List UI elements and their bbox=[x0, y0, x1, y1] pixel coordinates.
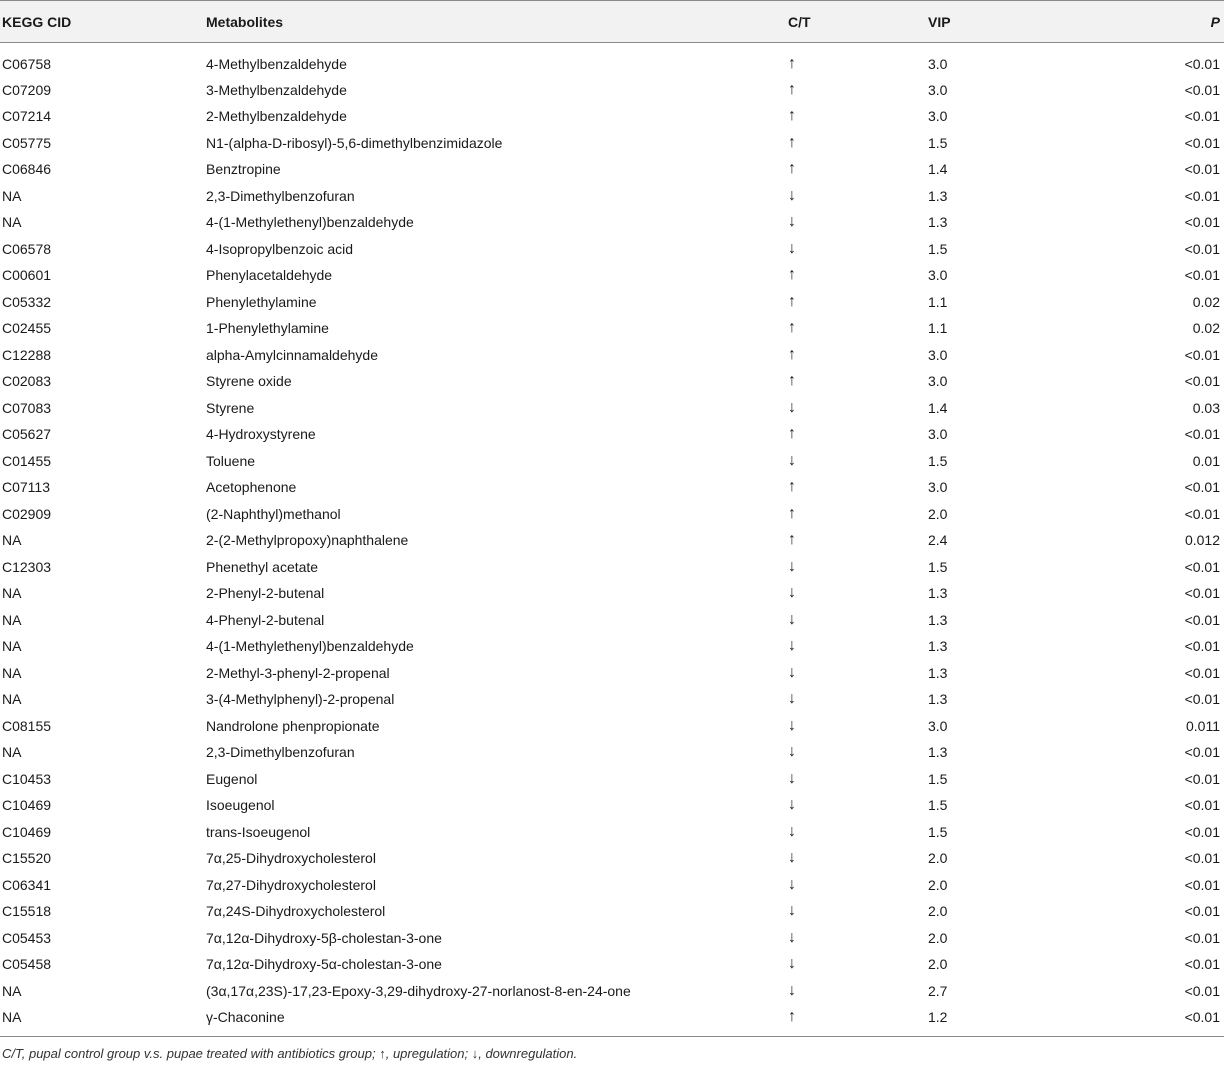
cell-kegg-cid: NA bbox=[2, 744, 22, 761]
cell-vip: 1.3 bbox=[928, 638, 948, 655]
header-metabolites: Metabolites bbox=[206, 1, 752, 43]
cell-metabolite: 7α,12α-Dihydroxy-5β-cholestan-3-one bbox=[206, 929, 442, 946]
table-row bbox=[0, 792, 1224, 819]
cell-metabolite: 3-Methylbenzaldehyde bbox=[206, 81, 347, 98]
cell-p-value: <0.01 bbox=[1184, 770, 1220, 787]
cell-vip: 1.5 bbox=[928, 134, 948, 151]
cell-vip: 2.0 bbox=[928, 505, 948, 522]
cell-ct-arrow: ↓ bbox=[788, 584, 796, 602]
cell-p-value: <0.01 bbox=[1184, 134, 1220, 151]
cell-p-value: <0.01 bbox=[1184, 585, 1220, 602]
cell-kegg-cid: C02083 bbox=[2, 373, 52, 390]
table-row bbox=[0, 1004, 1224, 1036]
cell-metabolite: Styrene oxide bbox=[206, 373, 292, 390]
table-row bbox=[0, 633, 1224, 660]
cell-ct-arrow: ↑ bbox=[788, 478, 796, 496]
cell-metabolite: 7α,25-Dihydroxycholesterol bbox=[206, 850, 376, 867]
cell-kegg-cid: NA bbox=[2, 1008, 22, 1025]
cell-p-value: <0.01 bbox=[1184, 81, 1220, 98]
table-row bbox=[0, 925, 1224, 952]
cell-vip: 3.0 bbox=[928, 81, 948, 98]
cell-vip: 3.0 bbox=[928, 267, 948, 284]
cell-metabolite: 4-Phenyl-2-butenal bbox=[206, 611, 325, 628]
cell-vip: 1.5 bbox=[928, 452, 948, 469]
table-row bbox=[0, 156, 1224, 183]
cell-metabolite: 7α,27-Dihydroxycholesterol bbox=[206, 876, 376, 893]
cell-vip: 1.1 bbox=[928, 293, 948, 310]
cell-kegg-cid: C06341 bbox=[2, 876, 52, 893]
cell-p-value: <0.01 bbox=[1184, 982, 1220, 999]
cell-metabolite: (2-Naphthyl)methanol bbox=[206, 505, 341, 522]
cell-vip: 2.7 bbox=[928, 982, 948, 999]
table-row bbox=[0, 130, 1224, 157]
cell-ct-arrow: ↓ bbox=[788, 213, 796, 231]
cell-p-value: <0.01 bbox=[1184, 611, 1220, 628]
cell-metabolite: trans-Isoeugenol bbox=[206, 823, 311, 840]
table-row bbox=[0, 474, 1224, 501]
cell-ct-arrow: ↓ bbox=[788, 610, 796, 628]
table-row bbox=[0, 819, 1224, 846]
table-row bbox=[0, 342, 1224, 369]
table-row bbox=[0, 766, 1224, 793]
cell-kegg-cid: C15520 bbox=[2, 850, 52, 867]
cell-kegg-cid: C06846 bbox=[2, 161, 52, 178]
cell-kegg-cid: C05453 bbox=[2, 929, 52, 946]
table-row bbox=[0, 501, 1224, 528]
cell-metabolite: Isoeugenol bbox=[206, 797, 275, 814]
table-row bbox=[0, 554, 1224, 581]
cell-p-value: <0.01 bbox=[1184, 108, 1220, 125]
cell-vip: 1.3 bbox=[928, 744, 948, 761]
cell-metabolite: 7α,24S-Dihydroxycholesterol bbox=[206, 903, 386, 920]
cell-metabolite: 4-Hydroxystyrene bbox=[206, 426, 316, 443]
table-row bbox=[0, 43, 1224, 77]
cell-p-value: <0.01 bbox=[1184, 426, 1220, 443]
cell-p-value: <0.01 bbox=[1184, 479, 1220, 496]
cell-vip: 1.5 bbox=[928, 558, 948, 575]
cell-kegg-cid: NA bbox=[2, 611, 22, 628]
cell-ct-arrow: ↑ bbox=[788, 1007, 796, 1025]
cell-p-value: 0.02 bbox=[1192, 293, 1220, 310]
cell-vip: 3.0 bbox=[928, 346, 948, 363]
cell-vip: 1.4 bbox=[928, 161, 948, 178]
cell-kegg-cid: C06758 bbox=[2, 55, 52, 72]
cell-metabolite: Nandrolone phenpropionate bbox=[206, 717, 380, 734]
header-p: P bbox=[1112, 1, 1224, 43]
cell-ct-arrow: ↓ bbox=[788, 796, 796, 814]
cell-ct-arrow: ↑ bbox=[788, 425, 796, 443]
table-row bbox=[0, 236, 1224, 263]
cell-ct-arrow: ↓ bbox=[788, 557, 796, 575]
cell-p-value: <0.01 bbox=[1184, 797, 1220, 814]
cell-p-value: 0.01 bbox=[1192, 452, 1220, 469]
cell-vip: 1.5 bbox=[928, 797, 948, 814]
cell-kegg-cid: C10469 bbox=[2, 823, 52, 840]
cell-ct-arrow: ↑ bbox=[788, 160, 796, 178]
table-body bbox=[0, 43, 1224, 1037]
cell-kegg-cid: C00601 bbox=[2, 267, 52, 284]
cell-p-value: <0.01 bbox=[1184, 876, 1220, 893]
table-row bbox=[0, 686, 1224, 713]
cell-metabolite: 2,3-Dimethylbenzofuran bbox=[206, 744, 355, 761]
table-row bbox=[0, 395, 1224, 422]
table-row bbox=[0, 368, 1224, 395]
cell-metabolite: N1-(alpha-D-ribosyl)-5,6-dimethylbenzimidazole bbox=[206, 134, 503, 151]
cell-ct-arrow: ↓ bbox=[788, 849, 796, 867]
table-row bbox=[0, 315, 1224, 342]
cell-metabolite: 2-Methyl-3-phenyl-2-propenal bbox=[206, 664, 390, 681]
cell-vip: 2.0 bbox=[928, 956, 948, 973]
cell-metabolite: 2-Methylbenzaldehyde bbox=[206, 108, 347, 125]
cell-ct-arrow: ↓ bbox=[788, 902, 796, 920]
cell-kegg-cid: C01455 bbox=[2, 452, 52, 469]
table-row bbox=[0, 421, 1224, 448]
cell-metabolite: Eugenol bbox=[206, 770, 258, 787]
table-row bbox=[0, 209, 1224, 236]
cell-kegg-cid: NA bbox=[2, 691, 22, 708]
cell-vip: 1.3 bbox=[928, 611, 948, 628]
cell-metabolite: 2,3-Dimethylbenzofuran bbox=[206, 187, 355, 204]
cell-vip: 1.3 bbox=[928, 664, 948, 681]
cell-vip: 2.0 bbox=[928, 850, 948, 867]
table-header bbox=[0, 1, 1224, 43]
cell-vip: 3.0 bbox=[928, 108, 948, 125]
cell-p-value: 0.012 bbox=[1184, 532, 1220, 549]
cell-p-value: <0.01 bbox=[1184, 55, 1220, 72]
cell-p-value: <0.01 bbox=[1184, 956, 1220, 973]
cell-ct-arrow: ↑ bbox=[788, 80, 796, 98]
table-row bbox=[0, 872, 1224, 899]
cell-kegg-cid: NA bbox=[2, 187, 22, 204]
cell-kegg-cid: C05458 bbox=[2, 956, 52, 973]
cell-kegg-cid: NA bbox=[2, 638, 22, 655]
cell-kegg-cid: C07083 bbox=[2, 399, 52, 416]
cell-ct-arrow: ↓ bbox=[788, 822, 796, 840]
cell-metabolite: 3-(4-Methylphenyl)-2-propenal bbox=[206, 691, 395, 708]
cell-ct-arrow: ↓ bbox=[788, 663, 796, 681]
cell-metabolite: 4-(1-Methylethenyl)benzaldehyde bbox=[206, 638, 414, 655]
cell-p-value: <0.01 bbox=[1184, 903, 1220, 920]
cell-metabolite: 2-(2-Methylpropoxy)naphthalene bbox=[206, 532, 409, 549]
table-row bbox=[0, 262, 1224, 289]
cell-ct-arrow: ↓ bbox=[788, 637, 796, 655]
cell-vip: 3.0 bbox=[928, 479, 948, 496]
cell-kegg-cid: C10453 bbox=[2, 770, 52, 787]
cell-kegg-cid: C06578 bbox=[2, 240, 52, 257]
cell-vip: 3.0 bbox=[928, 426, 948, 443]
cell-ct-arrow: ↓ bbox=[788, 981, 796, 999]
cell-ct-arrow: ↓ bbox=[788, 743, 796, 761]
cell-kegg-cid: C08155 bbox=[2, 717, 52, 734]
cell-ct-arrow: ↑ bbox=[788, 292, 796, 310]
cell-p-value: <0.01 bbox=[1184, 823, 1220, 840]
cell-vip: 2.4 bbox=[928, 532, 948, 549]
cell-vip: 1.1 bbox=[928, 320, 948, 337]
table-row bbox=[0, 898, 1224, 925]
cell-vip: 2.0 bbox=[928, 903, 948, 920]
cell-kegg-cid: C07113 bbox=[2, 479, 51, 496]
cell-kegg-cid: C07209 bbox=[2, 81, 52, 98]
cell-kegg-cid: C05332 bbox=[2, 293, 52, 310]
cell-kegg-cid: C02909 bbox=[2, 505, 52, 522]
cell-p-value: <0.01 bbox=[1184, 214, 1220, 231]
cell-p-value: <0.01 bbox=[1184, 664, 1220, 681]
table-row bbox=[0, 183, 1224, 210]
cell-ct-arrow: ↑ bbox=[788, 133, 796, 151]
cell-ct-arrow: ↓ bbox=[788, 186, 796, 204]
table-row bbox=[0, 660, 1224, 687]
cell-vip: 1.5 bbox=[928, 823, 948, 840]
cell-kegg-cid: C05775 bbox=[2, 134, 52, 151]
table-row bbox=[0, 951, 1224, 978]
cell-kegg-cid: C12288 bbox=[2, 346, 52, 363]
cell-p-value: <0.01 bbox=[1184, 558, 1220, 575]
cell-metabolite: Phenethyl acetate bbox=[206, 558, 319, 575]
cell-kegg-cid: C12303 bbox=[2, 558, 52, 575]
cell-metabolite: Styrene bbox=[206, 399, 255, 416]
cell-kegg-cid: C05627 bbox=[2, 426, 52, 443]
cell-vip: 3.0 bbox=[928, 55, 948, 72]
cell-ct-arrow: ↑ bbox=[788, 266, 796, 284]
cell-kegg-cid: C02455 bbox=[2, 320, 52, 337]
cell-ct-arrow: ↓ bbox=[788, 398, 796, 416]
cell-vip: 1.5 bbox=[928, 770, 948, 787]
table-row bbox=[0, 845, 1224, 872]
cell-p-value: <0.01 bbox=[1184, 346, 1220, 363]
header-row bbox=[0, 1, 1224, 43]
table-row bbox=[0, 289, 1224, 316]
cell-p-value: 0.011 bbox=[1186, 717, 1220, 734]
table-row bbox=[0, 103, 1224, 130]
cell-vip: 3.0 bbox=[928, 717, 948, 734]
cell-p-value: <0.01 bbox=[1184, 240, 1220, 257]
cell-p-value: <0.01 bbox=[1184, 161, 1220, 178]
cell-kegg-cid: NA bbox=[2, 982, 22, 999]
cell-kegg-cid: C15518 bbox=[2, 903, 52, 920]
cell-vip: 1.3 bbox=[928, 187, 948, 204]
table-row bbox=[0, 448, 1224, 475]
cell-ct-arrow: ↓ bbox=[788, 955, 796, 973]
cell-kegg-cid: NA bbox=[2, 664, 22, 681]
cell-vip: 3.0 bbox=[928, 373, 948, 390]
cell-ct-arrow: ↓ bbox=[788, 769, 796, 787]
cell-p-value: <0.01 bbox=[1184, 929, 1220, 946]
table-footnote: C/T, pupal control group v.s. pupae treated with antibiotics group; ↑, upregulation; ↓, downregulation. bbox=[2, 1045, 578, 1061]
cell-ct-arrow: ↑ bbox=[788, 54, 796, 72]
table-row bbox=[0, 580, 1224, 607]
cell-kegg-cid: NA bbox=[2, 214, 22, 231]
cell-vip: 1.3 bbox=[928, 214, 948, 231]
cell-metabolite: 7α,12α-Dihydroxy-5α-cholestan-3-one bbox=[206, 956, 442, 973]
cell-ct-arrow: ↑ bbox=[788, 345, 796, 363]
table-row bbox=[0, 739, 1224, 766]
table-row bbox=[0, 607, 1224, 634]
cell-p-value: <0.01 bbox=[1184, 638, 1220, 655]
cell-metabolite: Phenylethylamine bbox=[206, 293, 317, 310]
cell-ct-arrow: ↓ bbox=[788, 239, 796, 257]
table-row bbox=[0, 713, 1224, 740]
cell-p-value: <0.01 bbox=[1184, 1008, 1220, 1025]
table-row bbox=[0, 978, 1224, 1005]
cell-kegg-cid: NA bbox=[2, 532, 22, 549]
cell-vip: 1.2 bbox=[928, 1008, 948, 1025]
cell-vip: 2.0 bbox=[928, 876, 948, 893]
cell-p-value: 0.02 bbox=[1192, 320, 1220, 337]
cell-p-value: <0.01 bbox=[1184, 187, 1220, 204]
cell-ct-arrow: ↑ bbox=[788, 107, 796, 125]
cell-p-value: <0.01 bbox=[1184, 505, 1220, 522]
cell-vip: 1.3 bbox=[928, 585, 948, 602]
cell-ct-arrow: ↑ bbox=[788, 319, 796, 337]
cell-ct-arrow: ↓ bbox=[788, 875, 796, 893]
cell-vip: 1.3 bbox=[928, 691, 948, 708]
cell-metabolite: 4-(1-Methylethenyl)benzaldehyde bbox=[206, 214, 414, 231]
cell-p-value: 0.03 bbox=[1192, 399, 1220, 416]
cell-kegg-cid: NA bbox=[2, 585, 22, 602]
table-row bbox=[0, 527, 1224, 554]
cell-metabolite: Phenylacetaldehyde bbox=[206, 267, 333, 284]
cell-metabolite: 2-Phenyl-2-butenal bbox=[206, 585, 325, 602]
cell-metabolite: 1-Phenylethylamine bbox=[206, 320, 329, 337]
cell-metabolite: γ-Chaconine bbox=[206, 1008, 285, 1025]
cell-vip: 1.4 bbox=[928, 399, 948, 416]
cell-metabolite: Toluene bbox=[206, 452, 256, 469]
cell-metabolite: (3α,17α,23S)-17,23-Epoxy-3,29-dihydroxy-27-norlanost-8-en-24-one bbox=[206, 982, 631, 999]
cell-p-value: <0.01 bbox=[1184, 691, 1220, 708]
table-row bbox=[0, 77, 1224, 104]
cell-ct-arrow: ↓ bbox=[788, 690, 796, 708]
cell-vip: 1.5 bbox=[928, 240, 948, 257]
cell-metabolite: 4-Isopropylbenzoic acid bbox=[206, 240, 354, 257]
cell-ct-arrow: ↓ bbox=[788, 928, 796, 946]
cell-p-value: <0.01 bbox=[1184, 373, 1220, 390]
cell-vip: 2.0 bbox=[928, 929, 948, 946]
cell-metabolite: 4-Methylbenzaldehyde bbox=[206, 55, 347, 72]
cell-metabolite: Acetophenone bbox=[206, 479, 297, 496]
header-ct: C/T bbox=[752, 1, 888, 43]
header-vip: VIP bbox=[888, 1, 1112, 43]
cell-kegg-cid: C07214 bbox=[2, 108, 52, 125]
cell-ct-arrow: ↓ bbox=[788, 716, 796, 734]
cell-ct-arrow: ↑ bbox=[788, 372, 796, 390]
cell-ct-arrow: ↓ bbox=[788, 451, 796, 469]
cell-kegg-cid: C10469 bbox=[2, 797, 52, 814]
cell-metabolite: Benztropine bbox=[206, 161, 281, 178]
cell-ct-arrow: ↑ bbox=[788, 504, 796, 522]
header-kegg-cid: KEGG CID bbox=[0, 1, 206, 43]
cell-ct-arrow: ↑ bbox=[788, 531, 796, 549]
cell-metabolite: alpha-Amylcinnamaldehyde bbox=[206, 346, 378, 363]
cell-p-value: <0.01 bbox=[1184, 744, 1220, 761]
cell-p-value: <0.01 bbox=[1184, 850, 1220, 867]
cell-p-value: <0.01 bbox=[1184, 267, 1220, 284]
